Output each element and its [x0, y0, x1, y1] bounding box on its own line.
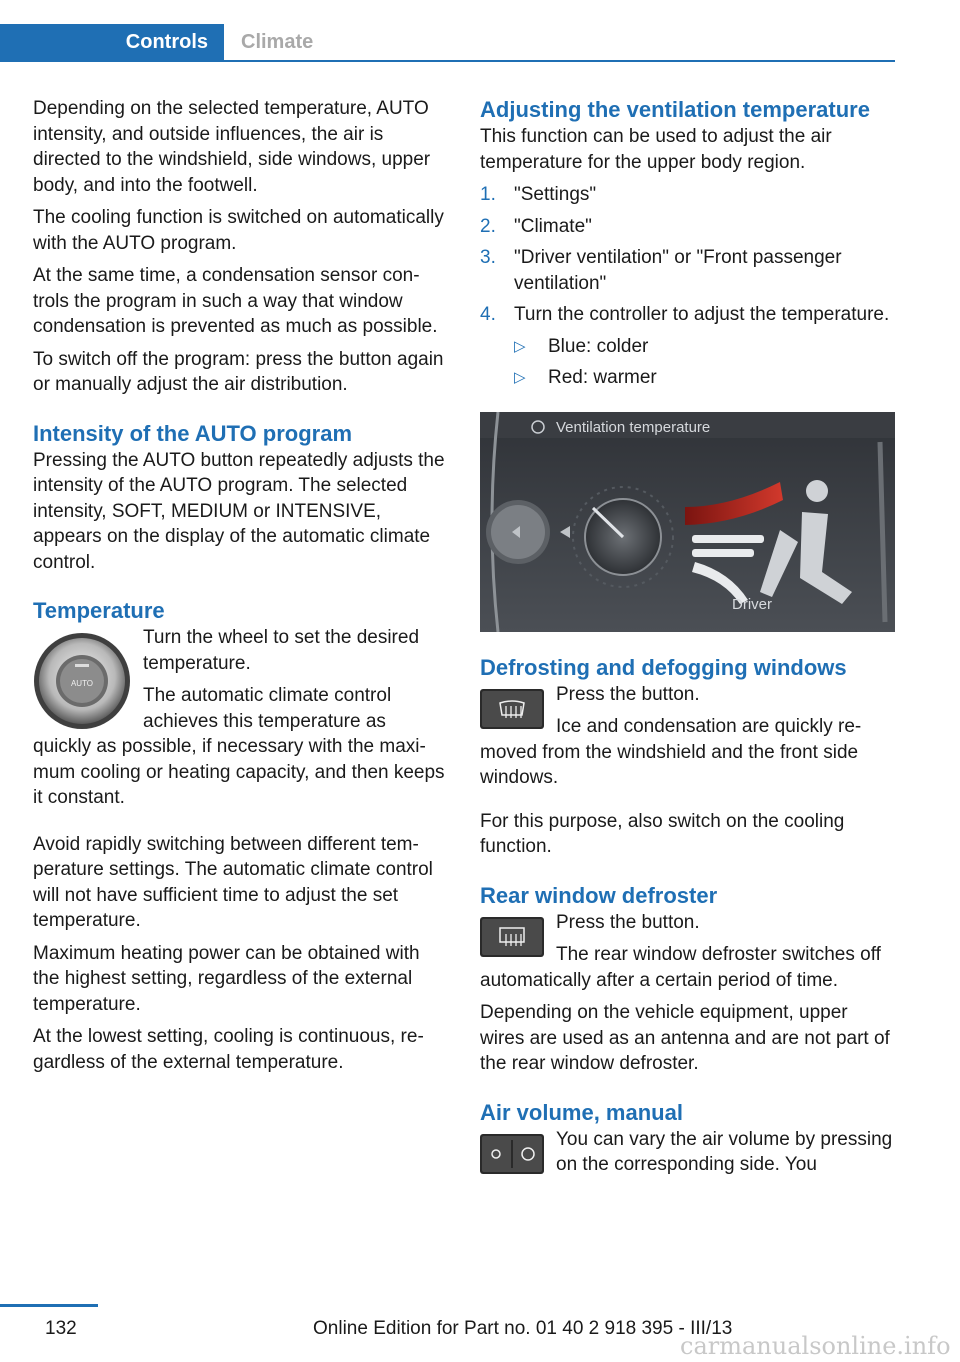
rear-defrost-icon [480, 917, 544, 957]
edition-text: Online Edition for Part no. 01 40 2 918 395 - III/13 [313, 1318, 733, 1339]
rear-defroster-text-1: Press the button. [556, 911, 700, 933]
intensity-text: Pressing the AUTO button repeatedly adjusts the intensity of the AUTO program. The selected intensity, SOFT, MEDIUM or INTENSIVE, appears on the display of the automatic climate control. [33, 449, 445, 573]
paragraph: At the same time, a condensation sensor controls the program in such a way that window condensation is prevented as much as possible. [33, 265, 438, 337]
screen-title: Ventilation temperature [556, 418, 711, 436]
defrost-text-3: For this purpose, also switch on the cooling function. [480, 810, 845, 857]
sub-item-text: Blue: colder [548, 335, 649, 357]
temperature-text-2: The automatic climate control achieves this temperature as quickly as possible, if necessary with the maximum cooling or heating capacity, and then keeps it constant. [33, 685, 445, 808]
screen-driver-label: Driver [732, 595, 772, 613]
tab-controls-label: Controls [125, 31, 208, 53]
step-number: 3. [480, 247, 496, 268]
step-text: "Climate" [514, 215, 592, 237]
step-item [480, 302, 895, 391]
tab-climate[interactable] [224, 24, 895, 62]
temperature-text-5: At the lowest setting, cooling is continuous, regardless of the external temperature. [33, 1026, 424, 1073]
sub-list [514, 334, 895, 391]
temperature-text-3: Avoid rapidly switching between different temperature settings. The automatic climate control will not have sufficient time to adjust the set temperature. [33, 833, 433, 931]
intensity-heading: Intensity of the AUTO program [33, 420, 353, 446]
left-column [33, 96, 447, 1082]
tab-controls[interactable] [0, 24, 224, 62]
step-text: "Driver ventilation" or "Front passenger ventilation" [514, 247, 842, 294]
step-number: 1. [480, 184, 496, 205]
defrost-text-2: Ice and condensation are quickly removed from the windshield and the front side windows. [480, 716, 862, 788]
paragraph: Depending on the selected temperature, AUTO intensity, and outside influences, the air is directed to the windshield, side windows, upper body, and into the footwell. [33, 98, 431, 196]
step-number: 4. [480, 304, 496, 325]
defrost-heading: Defrosting and defogging windows [480, 654, 847, 680]
paragraph: To switch off the program: press the button again or manually adjust the air distribution. [33, 348, 444, 395]
temperature-text-1: Turn the wheel to set the desired temperature. [143, 627, 420, 674]
watermark: carmanualsonline.info [680, 1332, 951, 1360]
right-column [480, 96, 895, 1185]
step-item [480, 214, 895, 240]
steps-list [480, 182, 895, 391]
air-volume-text: You can vary the air volume by pressing on the corresponding side. You [556, 1128, 893, 1175]
temperature-knob-icon [33, 631, 131, 731]
ventilation-text: This function can be used to adjust the air temperature for the upper body region. [480, 126, 832, 173]
footer-accent-line [0, 1304, 98, 1307]
sub-item-text: Red: warmer [548, 367, 657, 388]
defrost-text-1: Press the button. [556, 683, 700, 705]
air-volume-heading: Air volume, manual [480, 1099, 683, 1125]
step-item [480, 182, 895, 208]
rear-defroster-heading: Rear window defroster [480, 882, 718, 908]
page-number: 132 [45, 1318, 77, 1339]
triangle-icon: ▷ [514, 369, 526, 386]
step-text: "Settings" [514, 184, 597, 205]
triangle-icon: ▷ [514, 337, 526, 355]
sub-item [514, 365, 895, 391]
step-number: 2. [480, 215, 496, 237]
paragraph: The cooling function is switched on automatically with the AUTO program. [33, 207, 444, 254]
ventilation-heading: Adjusting the ventilation temperature [480, 97, 870, 122]
rear-defroster-text-2: The rear window defroster switches off automatically after a certain period of time. [480, 944, 881, 991]
windshield-defrost-icon [480, 689, 544, 729]
step-text: Turn the controller to adjust the temperature. [514, 304, 890, 325]
fan-icon [480, 1134, 544, 1174]
rear-defroster-text-3: Depending on the vehicle equipment, upper wires are used as an antenna and are not part of the rear window defroster. [480, 1002, 890, 1074]
temperature-heading: Temperature [33, 598, 165, 623]
header-bar [0, 0, 895, 62]
temperature-text-4: Maximum heating power can be obtained with the highest setting, regardless of the external temperature. [33, 942, 420, 1015]
tab-climate-label: Climate [241, 31, 314, 53]
step-item [480, 245, 895, 296]
knob-label: AUTO [70, 679, 94, 688]
sub-item [514, 334, 895, 360]
ventilation-screen [480, 412, 895, 632]
passenger-icon [806, 480, 828, 502]
